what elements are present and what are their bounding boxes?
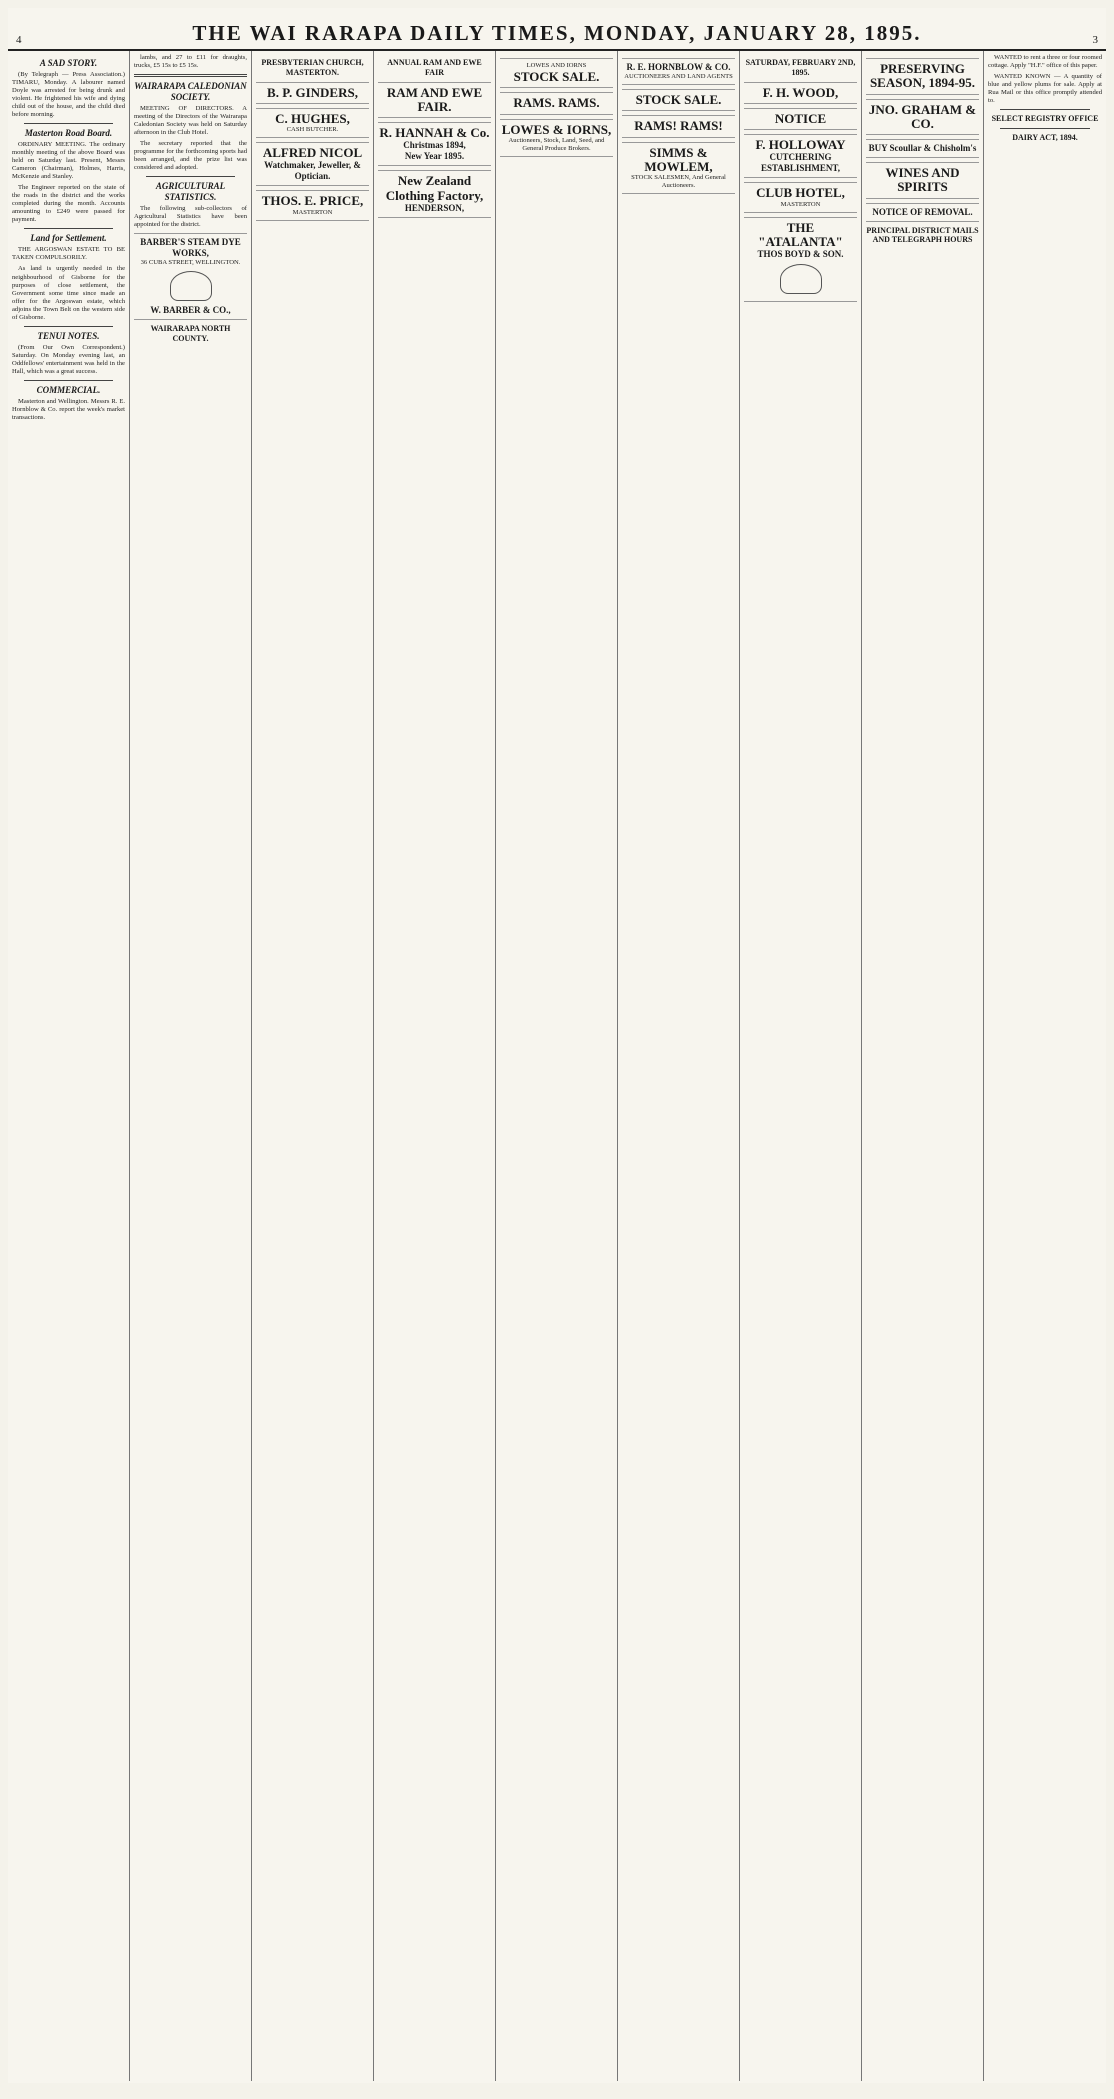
article-text: Masterton and Wellington. Messrs R. E. Hornblow & Co. report the week's market transactions. <box>12 397 125 421</box>
royal-arms-icon <box>780 264 822 294</box>
advertisement <box>866 203 979 222</box>
masthead <box>8 8 1106 51</box>
ad-title: R. HANNAH & Co. <box>379 125 490 141</box>
ad-title: THE "ATALANTA" <box>758 219 843 249</box>
advertisement <box>500 58 613 88</box>
advertisement <box>744 217 857 303</box>
column-9 <box>984 51 1106 2081</box>
ad-subtitle: LOWES AND IORNS <box>526 62 587 69</box>
ad-subtitle: MASTERTON <box>780 200 821 208</box>
column-8 <box>862 51 984 2081</box>
ad-title: New Zealand Clothing Factory, <box>385 173 484 203</box>
headline: A SAD STORY. <box>39 58 98 68</box>
royal-arms-icon <box>170 271 212 301</box>
ad-title: RAM AND EWE FAIR. <box>386 84 483 114</box>
advertisement <box>256 142 369 186</box>
ad-title: W. BARBER & CO., <box>150 305 231 316</box>
page-number: 3 <box>1092 34 1098 46</box>
advertisement <box>866 99 979 136</box>
column-1 <box>8 51 130 2081</box>
ad-title: CLUB HOTEL, <box>756 185 845 201</box>
advertisement <box>256 108 369 138</box>
ad-title: WINES AND SPIRITS <box>885 165 960 195</box>
column-6 <box>618 51 740 2081</box>
ad-title: RAMS! RAMS! <box>634 118 723 134</box>
headline: Land for Settlement. <box>30 233 107 244</box>
ad-title: THOS. E. PRICE, <box>261 193 364 209</box>
ad-title: RAMS. RAMS. <box>513 95 600 111</box>
ad-subtitle: CUTCHERING ESTABLISHMENT, <box>761 152 840 174</box>
article-text: The following sub-collectors of Agricultural Statistics have been appointed for the district. <box>134 205 247 229</box>
ad-subtitle: 36 CUBA STREET, WELLINGTON. <box>140 259 241 267</box>
headline: SATURDAY, FEBRUARY 2ND, 1895. <box>745 58 856 77</box>
headline: ANNUAL RAM AND EWE FAIR <box>387 58 482 77</box>
headline: COMMERCIAL. <box>36 384 101 395</box>
ad-title: NOTICE OF REMOVAL. <box>872 206 973 217</box>
headline: WAIRARAPA CALEDONIAN SOCIETY. <box>134 81 247 103</box>
advertisement <box>378 82 491 119</box>
ad-subtitle: Auctioneers, Stock, Land, Seed, and General Produce Brokers. <box>508 136 605 152</box>
column-7 <box>740 51 862 2081</box>
advertisement <box>378 122 491 166</box>
article-text: (From Our Own Correspondent.) Saturday. On Monday evening last, an Oddfellows' entertainment was held in the Hall, which was a great success. <box>12 343 125 375</box>
article-text: lambs, and 27 to £11 for draughts, trucks, £5 15s to £5 15s. <box>134 54 247 70</box>
advertisement <box>622 89 735 111</box>
ad-title: R. E. HORNBLOW & CO. <box>626 62 731 72</box>
headline: AGRICULTURAL STATISTICS. <box>155 181 226 203</box>
ad-subtitle: AUCTIONEERS AND LAND AGENTS <box>624 72 733 80</box>
ad-subtitle: THOS BOYD & SON. <box>757 249 844 260</box>
issue-number: 4 <box>16 34 22 46</box>
ad-title: JNO. GRAHAM & CO. <box>868 101 977 131</box>
ad-title: STOCK SALE. <box>513 69 600 85</box>
advertisement <box>744 182 857 212</box>
advertisement <box>622 115 735 137</box>
advertisement <box>744 134 857 178</box>
ad-title: BUY Scoullar & Chisholm's <box>868 143 977 154</box>
advertisement <box>500 119 613 157</box>
advertisement <box>866 139 979 158</box>
article-text: As land is urgently needed in the neighbourhood of Gisborne for the purposes of close settlement, the Government some time since made an offer for the Argoswan estate, which adjoins the Town Belt on the western side of Gisborne. <box>12 265 125 321</box>
column-5 <box>496 51 618 2081</box>
headline: TENUI NOTES. <box>37 330 100 341</box>
headline: DAIRY ACT, 1894. <box>1012 132 1078 142</box>
article-text: THE ARGOSWAN ESTATE TO BE TAKEN COMPULSORILY. <box>12 246 125 262</box>
advertisement <box>622 142 735 195</box>
classified-ad: WANTED KNOWN — A quantity of blue and yellow plums for sale. Apply at Rua Mail or this office promptly attended to. <box>988 73 1102 105</box>
advertisement <box>256 190 369 220</box>
ad-title: SIMMS & MOWLEM, <box>644 144 713 174</box>
article-text: MEETING OF DIRECTORS. A meeting of the Directors of the Wairarapa Caledonian Society was held on Saturday afternoon in the Club Hotel. <box>134 105 247 137</box>
headline: PRINCIPAL DISTRICT MAILS AND TELEGRAPH HOURS <box>866 225 979 245</box>
newspaper-page <box>8 8 1106 2083</box>
ad-title: BARBER'S STEAM DYE WORKS, <box>140 237 241 259</box>
ad-subtitle: Watchmaker, Jeweller, & Optician. <box>264 160 361 182</box>
ad-title: LOWES & IORNS, <box>501 121 612 137</box>
ad-title: NOTICE <box>774 110 827 126</box>
headline: Masterton Road Board. <box>24 128 113 139</box>
headline: WAIRARAPA NORTH COUNTY. <box>150 324 231 343</box>
classified-ad: WANTED to rent a three or four roomed cottage. Apply "H.F." office of this paper. <box>988 54 1102 70</box>
advertisement <box>744 82 857 104</box>
ad-subtitle: Christmas 1894, <box>403 140 466 151</box>
article-text: ORDINARY MEETING. The ordinary monthly meeting of the above Board was held on Saturday last. Present, Messrs Cameron (Chairman), Holmes, Harris, McKenzie and Stanley. <box>12 141 125 181</box>
ad-title: C. HUGHES, <box>275 110 350 126</box>
headline: SELECT REGISTRY OFFICE <box>991 114 1099 124</box>
ad-subtitle: CASH BUTCHER. <box>286 126 339 134</box>
column-3 <box>252 51 374 2081</box>
advertisement <box>866 58 979 95</box>
advertisement <box>256 82 369 104</box>
advertisement <box>744 108 857 130</box>
ad-title: ALFRED NICOL <box>262 145 363 161</box>
ad-subtitle: STOCK SALESMEN, And General Auctioneers. <box>631 174 726 190</box>
advertisement <box>134 233 247 320</box>
advertisement <box>378 170 491 218</box>
ad-subtitle: HENDERSON, <box>404 202 465 213</box>
column-2 <box>130 51 252 2081</box>
advertisement <box>866 162 979 199</box>
newspaper-title: THE WAI RARAPA DAILY TIMES, MONDAY, JANUARY 28, 1895. <box>192 21 922 45</box>
ad-subtitle: New Year 1895. <box>404 151 465 162</box>
advertisement <box>500 92 613 114</box>
ad-title: STOCK SALE. <box>635 92 722 107</box>
article-text: The Engineer reported on the state of the roads in the district and the works completed during the month. Accounts amounting to £249 were passed for payment. <box>12 184 125 224</box>
ad-title: PRESERVING SEASON, 1894-95. <box>869 61 976 91</box>
article-text: The secretary reported that the programme for the forthcoming sports had been arranged, and the prize list was considered and adopted. <box>134 140 247 172</box>
ad-title: F. H. WOOD, <box>762 84 839 100</box>
column-4 <box>374 51 496 2081</box>
headline: PRESBYTERIAN CHURCH, MASTERTON. <box>261 58 364 77</box>
ad-title: B. P. GINDERS, <box>267 84 358 100</box>
ad-title: F. HOLLOWAY <box>755 137 846 153</box>
article-text: (By Telegraph — Press Association.) TIMARU, Monday. A labourer named Doyle was arrested for being drunk and violent. He frightened his wife and dying child out of the house, and the child died before morning. <box>12 70 125 119</box>
advertisement <box>622 58 735 85</box>
ad-subtitle: MASTERTON <box>292 208 333 216</box>
